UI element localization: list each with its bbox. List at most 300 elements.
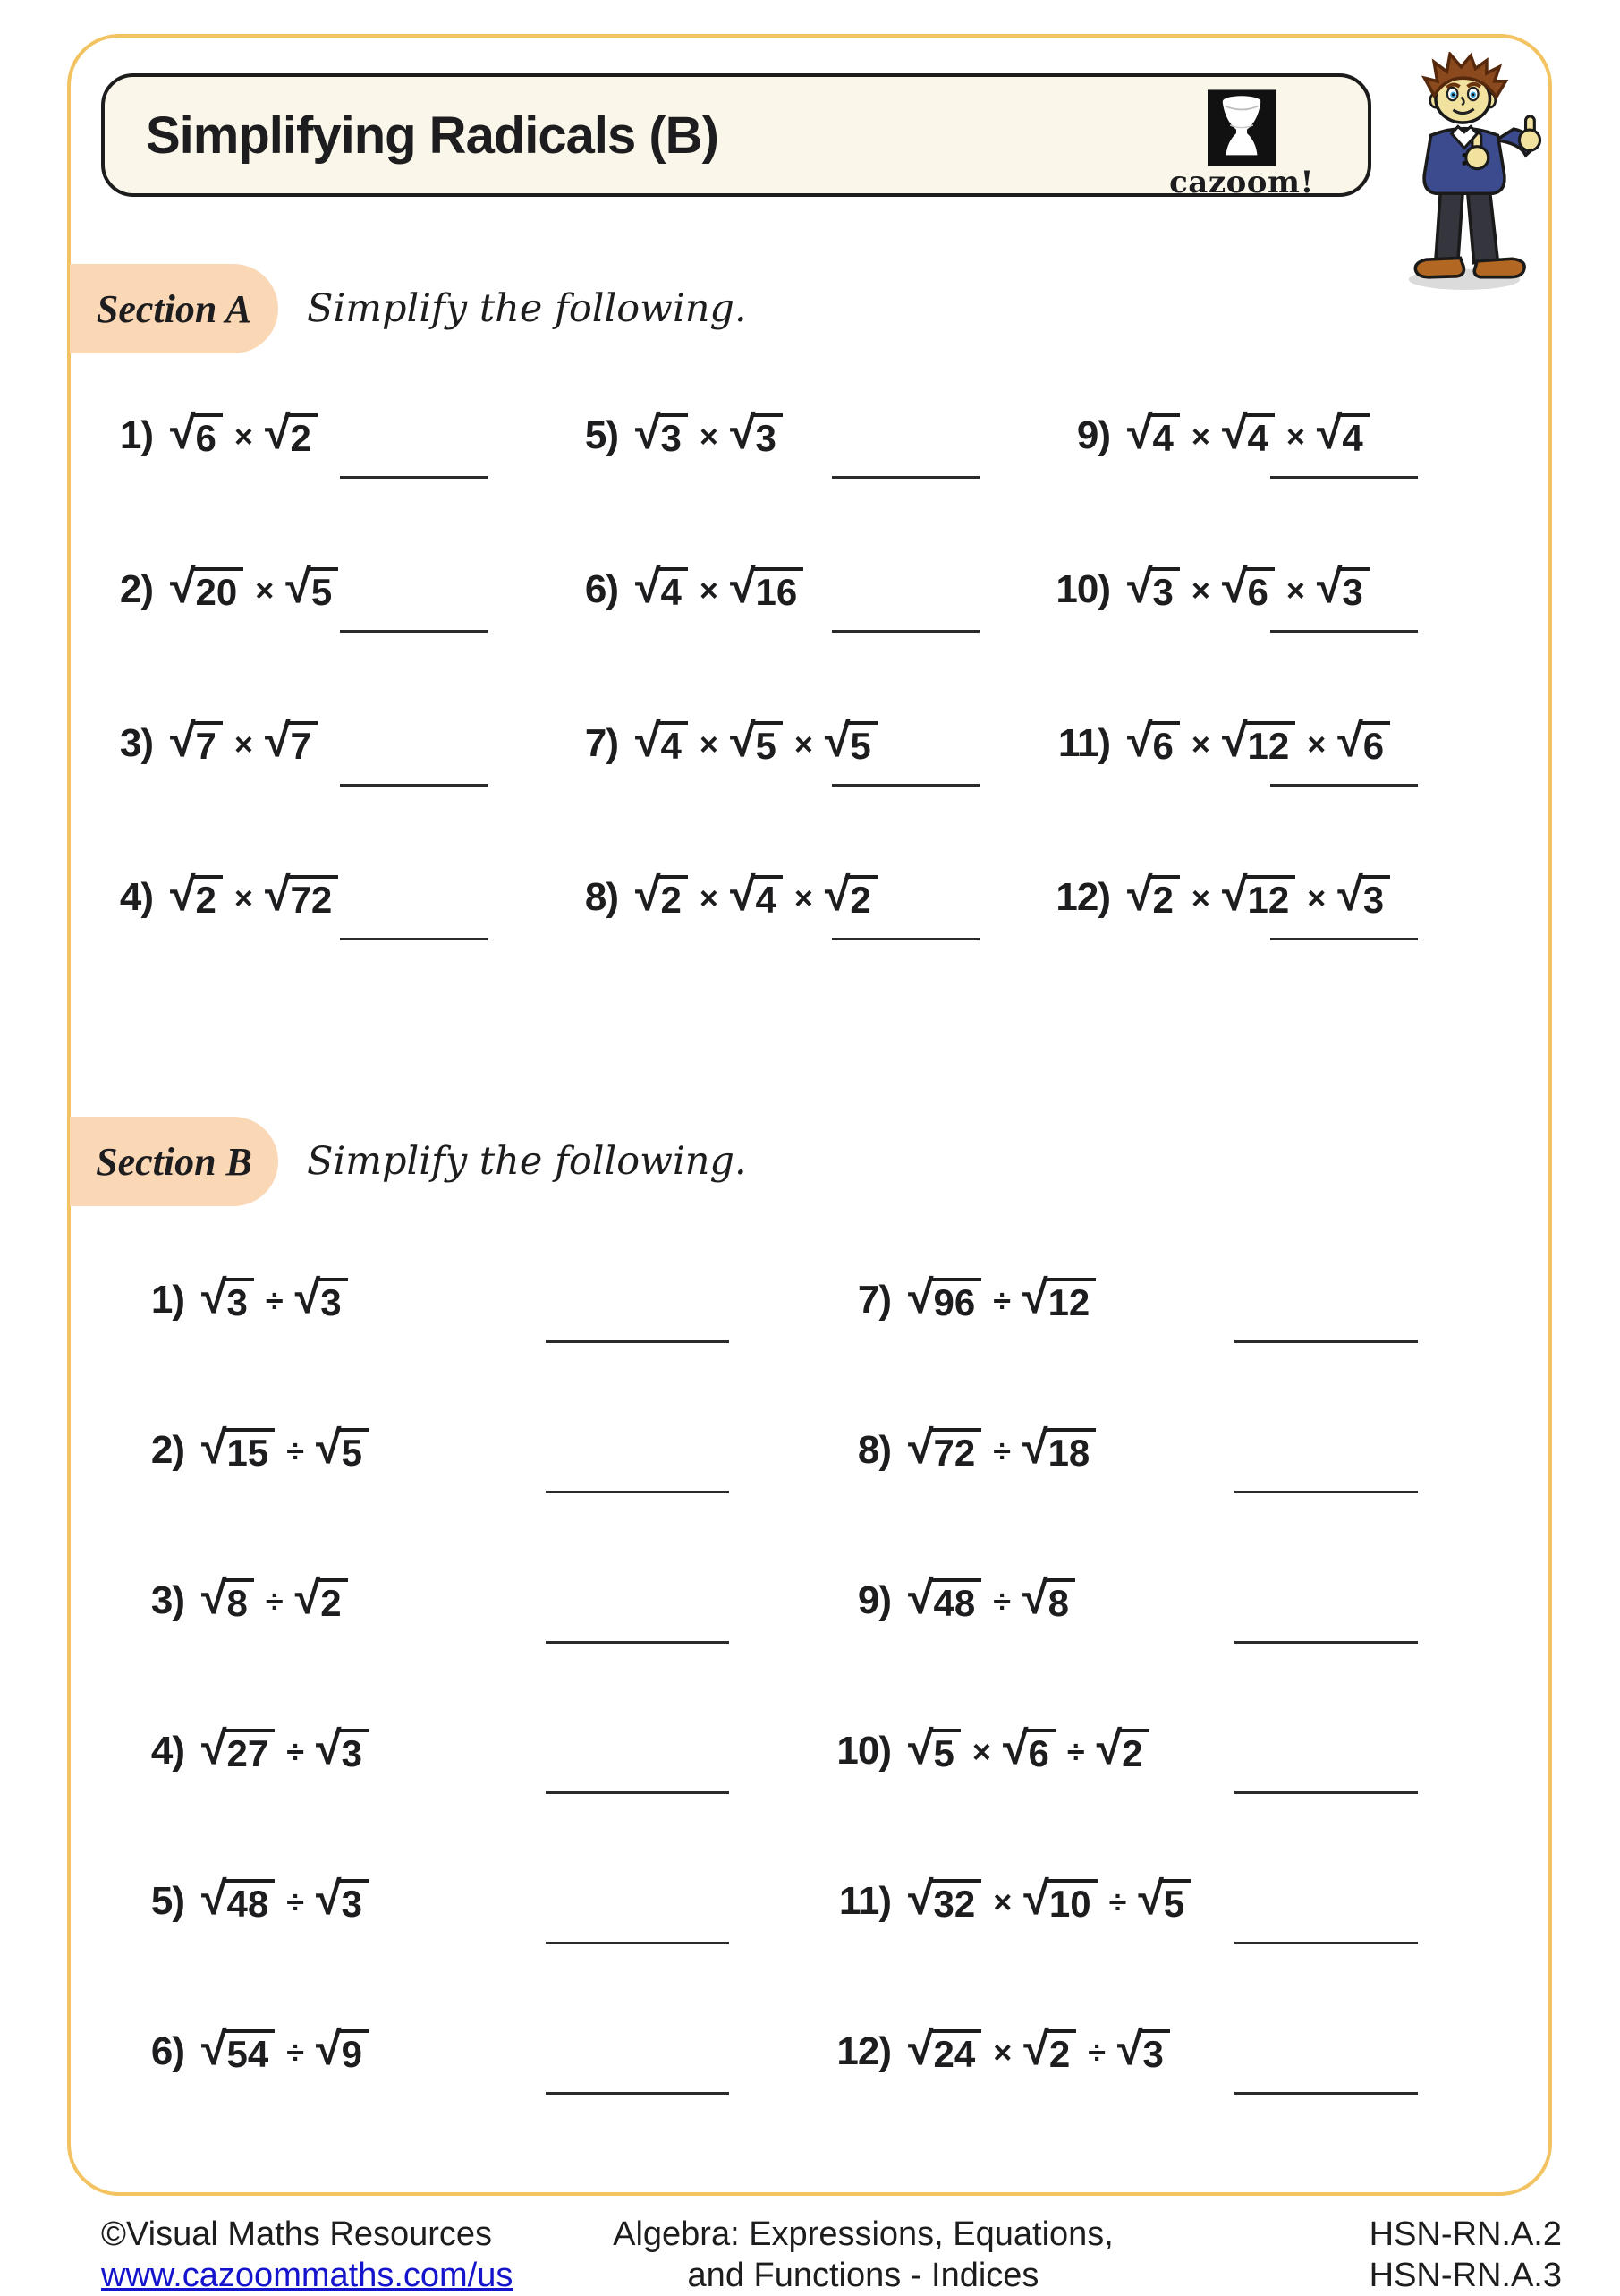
brand-name: cazoom!: [1169, 165, 1314, 200]
sqrt-term: [170, 869, 223, 922]
radical-icon: √: [294, 1572, 318, 1624]
operator: ×: [1307, 880, 1327, 916]
radicand: 5: [339, 1428, 369, 1472]
sqrt-term: [201, 1722, 275, 1775]
operator: ×: [1191, 726, 1210, 762]
sqrt-term: [170, 715, 223, 768]
answer-line[interactable]: [1234, 1942, 1418, 1944]
section-a-label: Section A: [70, 264, 278, 353]
answer-line[interactable]: [1234, 1791, 1418, 1794]
sqrt-term: [316, 1873, 369, 1926]
problem-expression: [823, 2023, 1512, 2076]
problem-item: [1042, 407, 1480, 567]
radicand: 3: [1141, 2029, 1170, 2073]
sqrt-term: [316, 2023, 369, 2076]
radicand: 3: [1361, 875, 1390, 919]
sqrt-term: [1337, 869, 1390, 922]
radicand: 3: [339, 1729, 369, 1773]
sqrt-term: [908, 1722, 961, 1775]
radicand: 6: [1025, 1729, 1055, 1773]
operator: ×: [699, 572, 718, 608]
problem-expression: [85, 407, 550, 460]
radical-icon: √: [201, 1572, 225, 1624]
operator: ×: [233, 726, 253, 762]
problem-item: [550, 715, 1042, 875]
radical-icon: √: [1138, 1873, 1161, 1925]
sqrt-term: [1316, 561, 1370, 614]
radicand: 48: [225, 1879, 276, 1923]
sqrt-term: [1127, 561, 1180, 614]
radical-icon: √: [1221, 561, 1245, 613]
problem-item: [85, 561, 550, 721]
problem-number: 3): [150, 1578, 184, 1622]
radicand: 32: [931, 1879, 982, 1923]
sqrt-term: [729, 869, 783, 922]
radical-icon: √: [264, 869, 288, 921]
problem-number: 9): [857, 1578, 891, 1622]
radical-icon: √: [1023, 2023, 1047, 2075]
problem-expression: [1042, 869, 1480, 922]
sqrt-term: [1022, 1271, 1096, 1324]
section-a-instruction: Simplify the following.: [307, 286, 747, 331]
radicand: 12: [1244, 875, 1295, 919]
problem-item: [823, 1722, 1512, 1879]
sqrt-term: [1002, 1722, 1056, 1775]
answer-line[interactable]: [546, 1641, 729, 1644]
problem-expression: [1042, 715, 1480, 768]
problem-number: 2): [150, 1428, 184, 1472]
radical-icon: √: [316, 2023, 339, 2075]
radical-icon: √: [1127, 715, 1150, 767]
operator: ÷: [993, 1583, 1012, 1620]
answer-line[interactable]: [340, 784, 488, 787]
radicand: 20: [193, 567, 244, 611]
problem-expression: [823, 1422, 1512, 1475]
problem-item: [116, 1572, 823, 1729]
problem-number: 8): [857, 1428, 891, 1472]
radicand: 27: [225, 1729, 276, 1773]
problem-number: 2): [119, 567, 153, 611]
drum-icon: [1208, 89, 1276, 166]
radicand: 3: [1150, 567, 1180, 611]
radical-icon: √: [1221, 407, 1245, 459]
sqrt-term: [201, 1422, 275, 1475]
problem-number: 4): [150, 1729, 184, 1773]
radicand: 8: [225, 1578, 254, 1622]
problem-item: [1042, 715, 1480, 875]
radicand: 4: [1339, 413, 1369, 457]
operator: ×: [793, 880, 813, 916]
problem-item: [116, 1873, 823, 2029]
radical-icon: √: [729, 407, 753, 459]
radicand: 10: [1047, 1879, 1098, 1923]
problem-number: 8): [584, 875, 618, 919]
radicand: 3: [318, 1278, 347, 1322]
sqrt-term: [635, 407, 688, 460]
sqrt-term: [1127, 869, 1180, 922]
radicand: 54: [225, 2029, 276, 2073]
sqrt-term: [729, 407, 783, 460]
operator: ÷: [993, 1433, 1012, 1469]
problem-expression: [1042, 561, 1480, 614]
radical-icon: √: [201, 1873, 225, 1925]
operator: ×: [1285, 572, 1305, 608]
radicand: 7: [193, 721, 223, 765]
problem-item: [823, 1572, 1512, 1729]
radical-icon: √: [170, 561, 193, 613]
operator: ×: [793, 726, 813, 762]
radical-icon: √: [824, 715, 848, 767]
radical-icon: √: [729, 715, 753, 767]
radicand: 2: [318, 1578, 347, 1622]
section-b-label: Section B: [70, 1117, 278, 1206]
title-banner: [101, 73, 1371, 200]
operator: ×: [993, 1884, 1013, 1920]
operator: ×: [1285, 418, 1305, 455]
section-a-header: [70, 264, 747, 353]
radicand: 3: [225, 1278, 254, 1322]
radicand: 2: [658, 875, 688, 919]
radical-icon: √: [264, 407, 288, 459]
sqrt-term: [1337, 715, 1390, 768]
operator: ÷: [993, 1282, 1012, 1319]
operator: ÷: [265, 1583, 284, 1620]
problem-item: [1042, 869, 1480, 1029]
radical-icon: √: [1337, 715, 1361, 767]
radicand: 5: [847, 721, 877, 765]
answer-line[interactable]: [1234, 1641, 1418, 1644]
radicand: 12: [1244, 721, 1295, 765]
radical-icon: √: [201, 1722, 225, 1774]
footer-left: [101, 2214, 513, 2296]
answer-line[interactable]: [546, 1340, 729, 1343]
radical-icon: √: [908, 1572, 931, 1624]
problem-number: 4): [119, 875, 153, 919]
sqrt-term: [1116, 2023, 1170, 2076]
problem-expression: [823, 1722, 1512, 1775]
sqrt-term: [729, 561, 803, 614]
operator: ÷: [286, 1433, 305, 1469]
mascot-illustration: [1385, 52, 1544, 295]
radical-icon: √: [316, 1722, 339, 1774]
section-b-problems: [116, 1271, 1512, 2180]
sqrt-term: [1023, 2023, 1076, 2076]
radical-icon: √: [635, 715, 658, 767]
radical-icon: √: [729, 869, 753, 921]
radical-icon: √: [1096, 1722, 1120, 1774]
operator: ×: [971, 1733, 991, 1770]
radicand: 2: [1119, 1729, 1149, 1773]
answer-line[interactable]: [1270, 938, 1418, 940]
problem-number: 6): [584, 567, 618, 611]
sqrt-term: [201, 1873, 275, 1926]
sqrt-term: [264, 407, 318, 460]
sqrt-term: [729, 715, 783, 768]
radicand: 72: [931, 1428, 982, 1472]
radicand: 4: [1150, 413, 1180, 457]
operator: ×: [1191, 880, 1210, 916]
answer-line[interactable]: [1270, 630, 1418, 633]
radical-icon: √: [908, 1271, 931, 1323]
problem-item: [116, 1422, 823, 1578]
footer-topic-line1: Algebra: Expressions, Equations,: [613, 2215, 1114, 2253]
operator: ÷: [286, 1733, 305, 1770]
operator: ×: [993, 2034, 1013, 2071]
radical-icon: √: [170, 407, 193, 459]
radicand: 9: [339, 2029, 369, 2073]
problem-item: [823, 1422, 1512, 1578]
problem-number: 12): [1056, 875, 1110, 919]
radical-icon: √: [729, 561, 753, 613]
radical-icon: √: [1127, 407, 1150, 459]
radicand: 3: [339, 1879, 369, 1923]
sqrt-term: [170, 407, 223, 460]
problem-item: [550, 407, 1042, 567]
sqrt-term: [1221, 715, 1295, 768]
radical-icon: √: [201, 1422, 225, 1474]
radicand: 7: [287, 721, 317, 765]
radicand: 6: [1244, 567, 1274, 611]
radicand: 3: [658, 413, 688, 457]
radical-icon: √: [1023, 1873, 1047, 1925]
problem-expression: [116, 1722, 823, 1775]
section-b-instruction: Simplify the following.: [307, 1139, 747, 1184]
sqrt-term: [908, 1271, 981, 1324]
operator: ×: [699, 880, 718, 916]
radicand: 16: [752, 567, 803, 611]
answer-line[interactable]: [546, 1942, 729, 1944]
radical-icon: √: [1022, 1271, 1046, 1323]
radical-icon: √: [201, 2023, 225, 2075]
problem-item: [823, 1873, 1512, 2029]
sqrt-term: [1221, 407, 1275, 460]
sqrt-term: [908, 2023, 981, 2076]
radicand: 2: [1047, 2029, 1076, 2073]
operator: ÷: [286, 1884, 305, 1920]
radical-icon: √: [1022, 1572, 1046, 1624]
answer-line[interactable]: [832, 784, 980, 787]
sqrt-term: [201, 1271, 254, 1324]
answer-line[interactable]: [1234, 1340, 1418, 1343]
answer-line[interactable]: [832, 476, 980, 479]
radicand: 8: [1046, 1578, 1075, 1622]
radical-icon: √: [908, 1722, 931, 1774]
operator: ÷: [265, 1282, 284, 1319]
operator: ×: [1191, 418, 1210, 455]
answer-line[interactable]: [1234, 2092, 1418, 2095]
radical-icon: √: [285, 561, 309, 613]
problem-item: [116, 1722, 823, 1879]
problem-item: [85, 715, 550, 875]
radical-icon: √: [201, 1271, 225, 1323]
radical-icon: √: [908, 1873, 931, 1925]
radicand: 2: [287, 413, 317, 457]
problem-expression: [823, 1873, 1512, 1926]
sqrt-term: [824, 715, 878, 768]
radicand: 2: [193, 875, 223, 919]
sqrt-term: [170, 561, 243, 614]
radicand: 4: [752, 875, 782, 919]
problem-number: 6): [150, 2029, 184, 2073]
problem-expression: [550, 869, 1042, 922]
radicand: 12: [1046, 1278, 1097, 1322]
radical-icon: √: [316, 1873, 339, 1925]
sqrt-term: [285, 561, 338, 614]
radicand: 5: [1161, 1879, 1191, 1923]
radical-icon: √: [635, 869, 658, 921]
operator: ÷: [286, 2034, 305, 2071]
sqrt-term: [1096, 1722, 1149, 1775]
problem-item: [823, 2023, 1512, 2180]
footer-standard-2: HSN-RN.A.3: [1369, 2257, 1562, 2294]
radicand: 4: [658, 721, 688, 765]
answer-line[interactable]: [340, 938, 488, 940]
operator: ×: [233, 880, 253, 916]
section-a-problems: [85, 407, 1480, 1029]
radical-icon: √: [908, 1422, 931, 1474]
problem-expression: [85, 561, 550, 614]
sqrt-term: [635, 561, 688, 614]
problem-number: 7): [857, 1278, 891, 1322]
problem-number: 11): [1057, 721, 1110, 765]
problem-expression: [550, 407, 1042, 460]
answer-line[interactable]: [832, 630, 980, 633]
radicand: 4: [1244, 413, 1274, 457]
operator: ÷: [1066, 1733, 1085, 1770]
sqrt-term: [1316, 407, 1370, 460]
problem-expression: [85, 869, 550, 922]
answer-line[interactable]: [546, 2092, 729, 2095]
radical-icon: √: [824, 869, 848, 921]
problem-expression: [116, 1422, 823, 1475]
sqrt-term: [316, 1422, 369, 1475]
footer-topic-line2: and Functions - Indices: [687, 2257, 1039, 2294]
operator: ×: [699, 418, 718, 455]
problem-number: 7): [584, 721, 618, 765]
answer-line[interactable]: [1270, 476, 1418, 479]
answer-line[interactable]: [546, 1791, 729, 1794]
sqrt-term: [264, 869, 338, 922]
operator: ×: [699, 726, 718, 762]
footer-standard-1: HSN-RN.A.2: [1369, 2215, 1562, 2253]
radicand: 5: [309, 567, 338, 611]
radicand: 6: [1150, 721, 1180, 765]
sqrt-term: [201, 1572, 254, 1625]
radical-icon: √: [635, 407, 658, 459]
sqrt-term: [1221, 561, 1275, 614]
radical-icon: √: [1316, 407, 1340, 459]
sqrt-term: [1138, 1873, 1191, 1926]
radicand: 6: [193, 413, 223, 457]
radicand: 15: [225, 1428, 276, 1472]
problem-item: [116, 1271, 823, 1428]
radicand: 2: [1150, 875, 1180, 919]
problem-expression: [116, 1873, 823, 1926]
sqrt-term: [1127, 407, 1180, 460]
sqrt-term: [1022, 1422, 1096, 1475]
radicand: 6: [1361, 721, 1390, 765]
problem-expression: [823, 1271, 1512, 1324]
radicand: 4: [658, 567, 688, 611]
radical-icon: √: [908, 2023, 931, 2075]
answer-line[interactable]: [546, 1491, 729, 1493]
footer-copyright: ©Visual Maths Resources: [101, 2215, 493, 2253]
problem-number: 12): [836, 2029, 891, 2073]
operator: ÷: [1088, 2034, 1106, 2071]
radical-icon: √: [1116, 2023, 1141, 2075]
footer-link[interactable]: www.cazoommaths.com/us: [101, 2257, 513, 2294]
sqrt-term: [908, 1572, 981, 1625]
answer-line[interactable]: [1270, 784, 1418, 787]
operator: ×: [1307, 726, 1327, 762]
radicand: 18: [1046, 1428, 1097, 1472]
radical-icon: √: [1316, 561, 1340, 613]
radical-icon: √: [635, 561, 658, 613]
radical-icon: √: [1221, 715, 1245, 767]
radical-icon: √: [1221, 869, 1245, 921]
radicand: 5: [752, 721, 782, 765]
radical-icon: √: [294, 1271, 318, 1323]
operator: ×: [255, 572, 275, 608]
sqrt-term: [824, 869, 878, 922]
answer-line[interactable]: [340, 630, 488, 633]
problem-number: 5): [150, 1879, 184, 1923]
footer-standards: [1370, 2214, 1562, 2296]
sqrt-term: [1221, 869, 1295, 922]
section-b-header: [70, 1117, 747, 1206]
problem-number: 10): [836, 1729, 891, 1773]
radical-icon: √: [264, 715, 288, 767]
sqrt-term: [201, 2023, 275, 2076]
radicand: 3: [1339, 567, 1369, 611]
problem-number: 3): [119, 721, 153, 765]
answer-line[interactable]: [832, 938, 980, 940]
radicand: 3: [752, 413, 782, 457]
radical-icon: √: [1337, 869, 1361, 921]
problem-item: [550, 869, 1042, 1029]
sqrt-term: [264, 715, 318, 768]
sqrt-term: [908, 1873, 981, 1926]
radical-icon: √: [170, 869, 193, 921]
sqrt-term: [1127, 715, 1180, 768]
problem-item: [85, 407, 550, 567]
problem-expression: [116, 1271, 823, 1324]
answer-line[interactable]: [1234, 1491, 1418, 1493]
brand-logo: [1166, 89, 1318, 200]
operator: ×: [233, 418, 253, 455]
problem-number: 11): [838, 1879, 891, 1923]
radical-icon: √: [1127, 869, 1150, 921]
problem-item: [116, 2023, 823, 2180]
page-title: Simplifying Radicals (B): [146, 106, 718, 165]
problem-expression: [550, 561, 1042, 614]
sqrt-term: [1023, 1873, 1097, 1926]
problem-number: 9): [1076, 413, 1110, 457]
radical-icon: √: [1127, 561, 1150, 613]
problem-item: [823, 1271, 1512, 1428]
problem-number: 5): [584, 413, 618, 457]
answer-line[interactable]: [340, 476, 488, 479]
radicand: 24: [931, 2029, 982, 2073]
problem-number: 10): [1056, 567, 1110, 611]
operator: ÷: [1108, 1884, 1127, 1920]
footer-topic: [595, 2214, 1132, 2296]
problem-number: 1): [150, 1278, 184, 1322]
operator: ×: [1191, 572, 1210, 608]
sqrt-term: [294, 1271, 348, 1324]
radical-icon: √: [316, 1422, 339, 1474]
problem-expression: [823, 1572, 1512, 1625]
